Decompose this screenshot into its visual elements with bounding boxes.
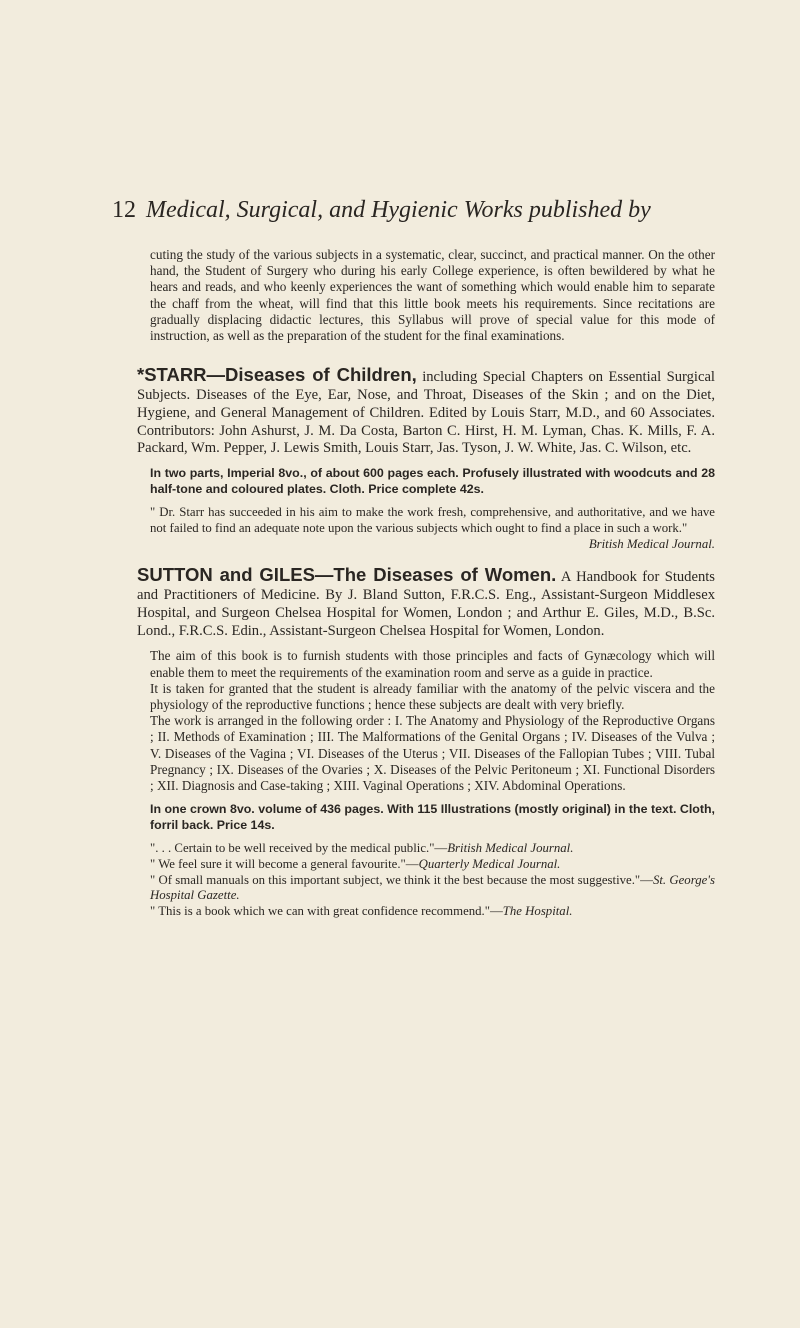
entry-title: —The Diseases of Women.: [314, 564, 557, 586]
intro-paragraph: cuting the study of the various subjects in a systematic, clear, succinct, and practical manner. On the other hand, the Student of Surgery who during his early College experience, is often bewildered by what he hears and reads, and who keenly experiences the want of something which would enable him to separate the chaff from the wheat, will find that this little book meets his requirements. Since recitations are gradually displacing didactic lectures, this Syllabus will prove of special value for this mode of instruction, as well as the preparation of the student for the final examinations.: [150, 247, 715, 344]
review-text: " This is a book which we can with great confidence recommend."—: [150, 903, 503, 918]
entry-description: A Handbook for Students and Practitioners of Medicine. By J. Bland Sutton, F.R.C.S. Eng., Assistant-Surgeon Middlesex Hospital, and Surgeon Chelsea Hospital for Women, London ; and Arthur E. Giles, M.D., B.Sc. Lond., F.R.C.S. Edin., Assistant-Surgeon Chelsea Hospital for Women, London.: [137, 569, 715, 639]
entry-heading: [137, 366, 715, 458]
entry-review: [150, 841, 715, 857]
entry-review: [150, 873, 715, 904]
running-header: [112, 196, 732, 224]
entry-details: In two parts, Imperial 8vo., of about 600 pages each. Profusely illustrated with woodcuts and 28 half-tone and coloured plates. Cloth. Price complete 42s.: [150, 466, 715, 496]
page-number: 12: [112, 197, 136, 223]
entry-title: —Diseases of Children,: [206, 364, 417, 386]
entry-paragraph: The work is arranged in the following order : I. The Anatomy and Physiology of the Reproductive Organs ; II. Methods of Examination ; III. The Malformations of the Genital Organs ; IV. Diseases of the Vulva ; V. Diseases of the Vagina ; VI. Diseases of the Uterus ; VII. Diseases of the Fallopian Tubes ; VIII. Tubal Pregnancy ; IX. Diseases of the Ovaries ; X. Diseases of the Pelvic Peritoneum ; XI. Functional Disorders ; XII. Diagnosis and Case-taking ; XIII. Vaginal Operations ; XIV. Abdominal Operations.: [150, 713, 715, 793]
entry-description: including Special Chapters on Essential Surgical Subjects. Diseases of the Eye, Ear, Nose, and Throat, Diseases of the Skin ; and on the Diet, Hygiene, and General Management of Children. Edited by Louis Starr, M.D., and 60 Associates. Contributors: John Ashurst, J. M. Da Costa, Barton C. Hirst, H. M. Lyman, Chas. K. Mills, F. A. Packard, Wm. Pepper, J. Lewis Smith, Louis Starr, Jas. Tyson, J. W. White, Jas. C. Wilson, etc.: [137, 369, 715, 457]
review-source: Quarterly Medical Journal.: [418, 856, 561, 871]
catalog-entry-sutton-giles: [137, 564, 715, 919]
review-source: The Hospital.: [502, 903, 573, 918]
entry-review: " Dr. Starr has succeeded in his aim to make the work fresh, comprehensive, and authoritative, and we have not failed to find an adequate note upon the various subjects which ought to find a place in such a work.": [150, 505, 715, 535]
page-body: [137, 247, 715, 919]
entry-review: [150, 857, 715, 873]
catalog-entry-starr: [137, 364, 715, 552]
review-text: " Of small manuals on this important subject, we think it the best because the most suggestive."—: [150, 872, 653, 887]
entry-author: *STARR: [137, 364, 207, 386]
entry-author: SUTTON and GILES: [137, 564, 315, 586]
running-title: Medical, Surgical, and Hygienic Works published by: [146, 197, 651, 223]
entry-paragraph: It is taken for granted that the student is already familiar with the anatomy of the pelvic viscera and the physiology of the reproductive functions ; hence these subjects are dealt with very briefly.: [150, 680, 715, 712]
review-text: ". . . Certain to be well received by the medical public."—: [150, 841, 448, 856]
entry-review-source: British Medical Journal.: [588, 536, 715, 551]
entry-review: [150, 904, 715, 920]
entry-details: In one crown 8vo. volume of 436 pages. With 115 Illustrations (mostly original) in the text. Cloth, forril back. Price 14s.: [150, 802, 715, 832]
review-source: British Medical Journal.: [447, 841, 574, 856]
entry-paragraph: The aim of this book is to furnish students with those principles and facts of Gynæcology which will enable them to meet the requirements of the examination room and serve as a guide in practice.: [150, 648, 715, 680]
review-source: St. George's Hospital Gazette.: [150, 872, 715, 903]
entry-heading: [137, 566, 715, 640]
review-text: " We feel sure it will become a general favourite."—: [150, 856, 419, 871]
